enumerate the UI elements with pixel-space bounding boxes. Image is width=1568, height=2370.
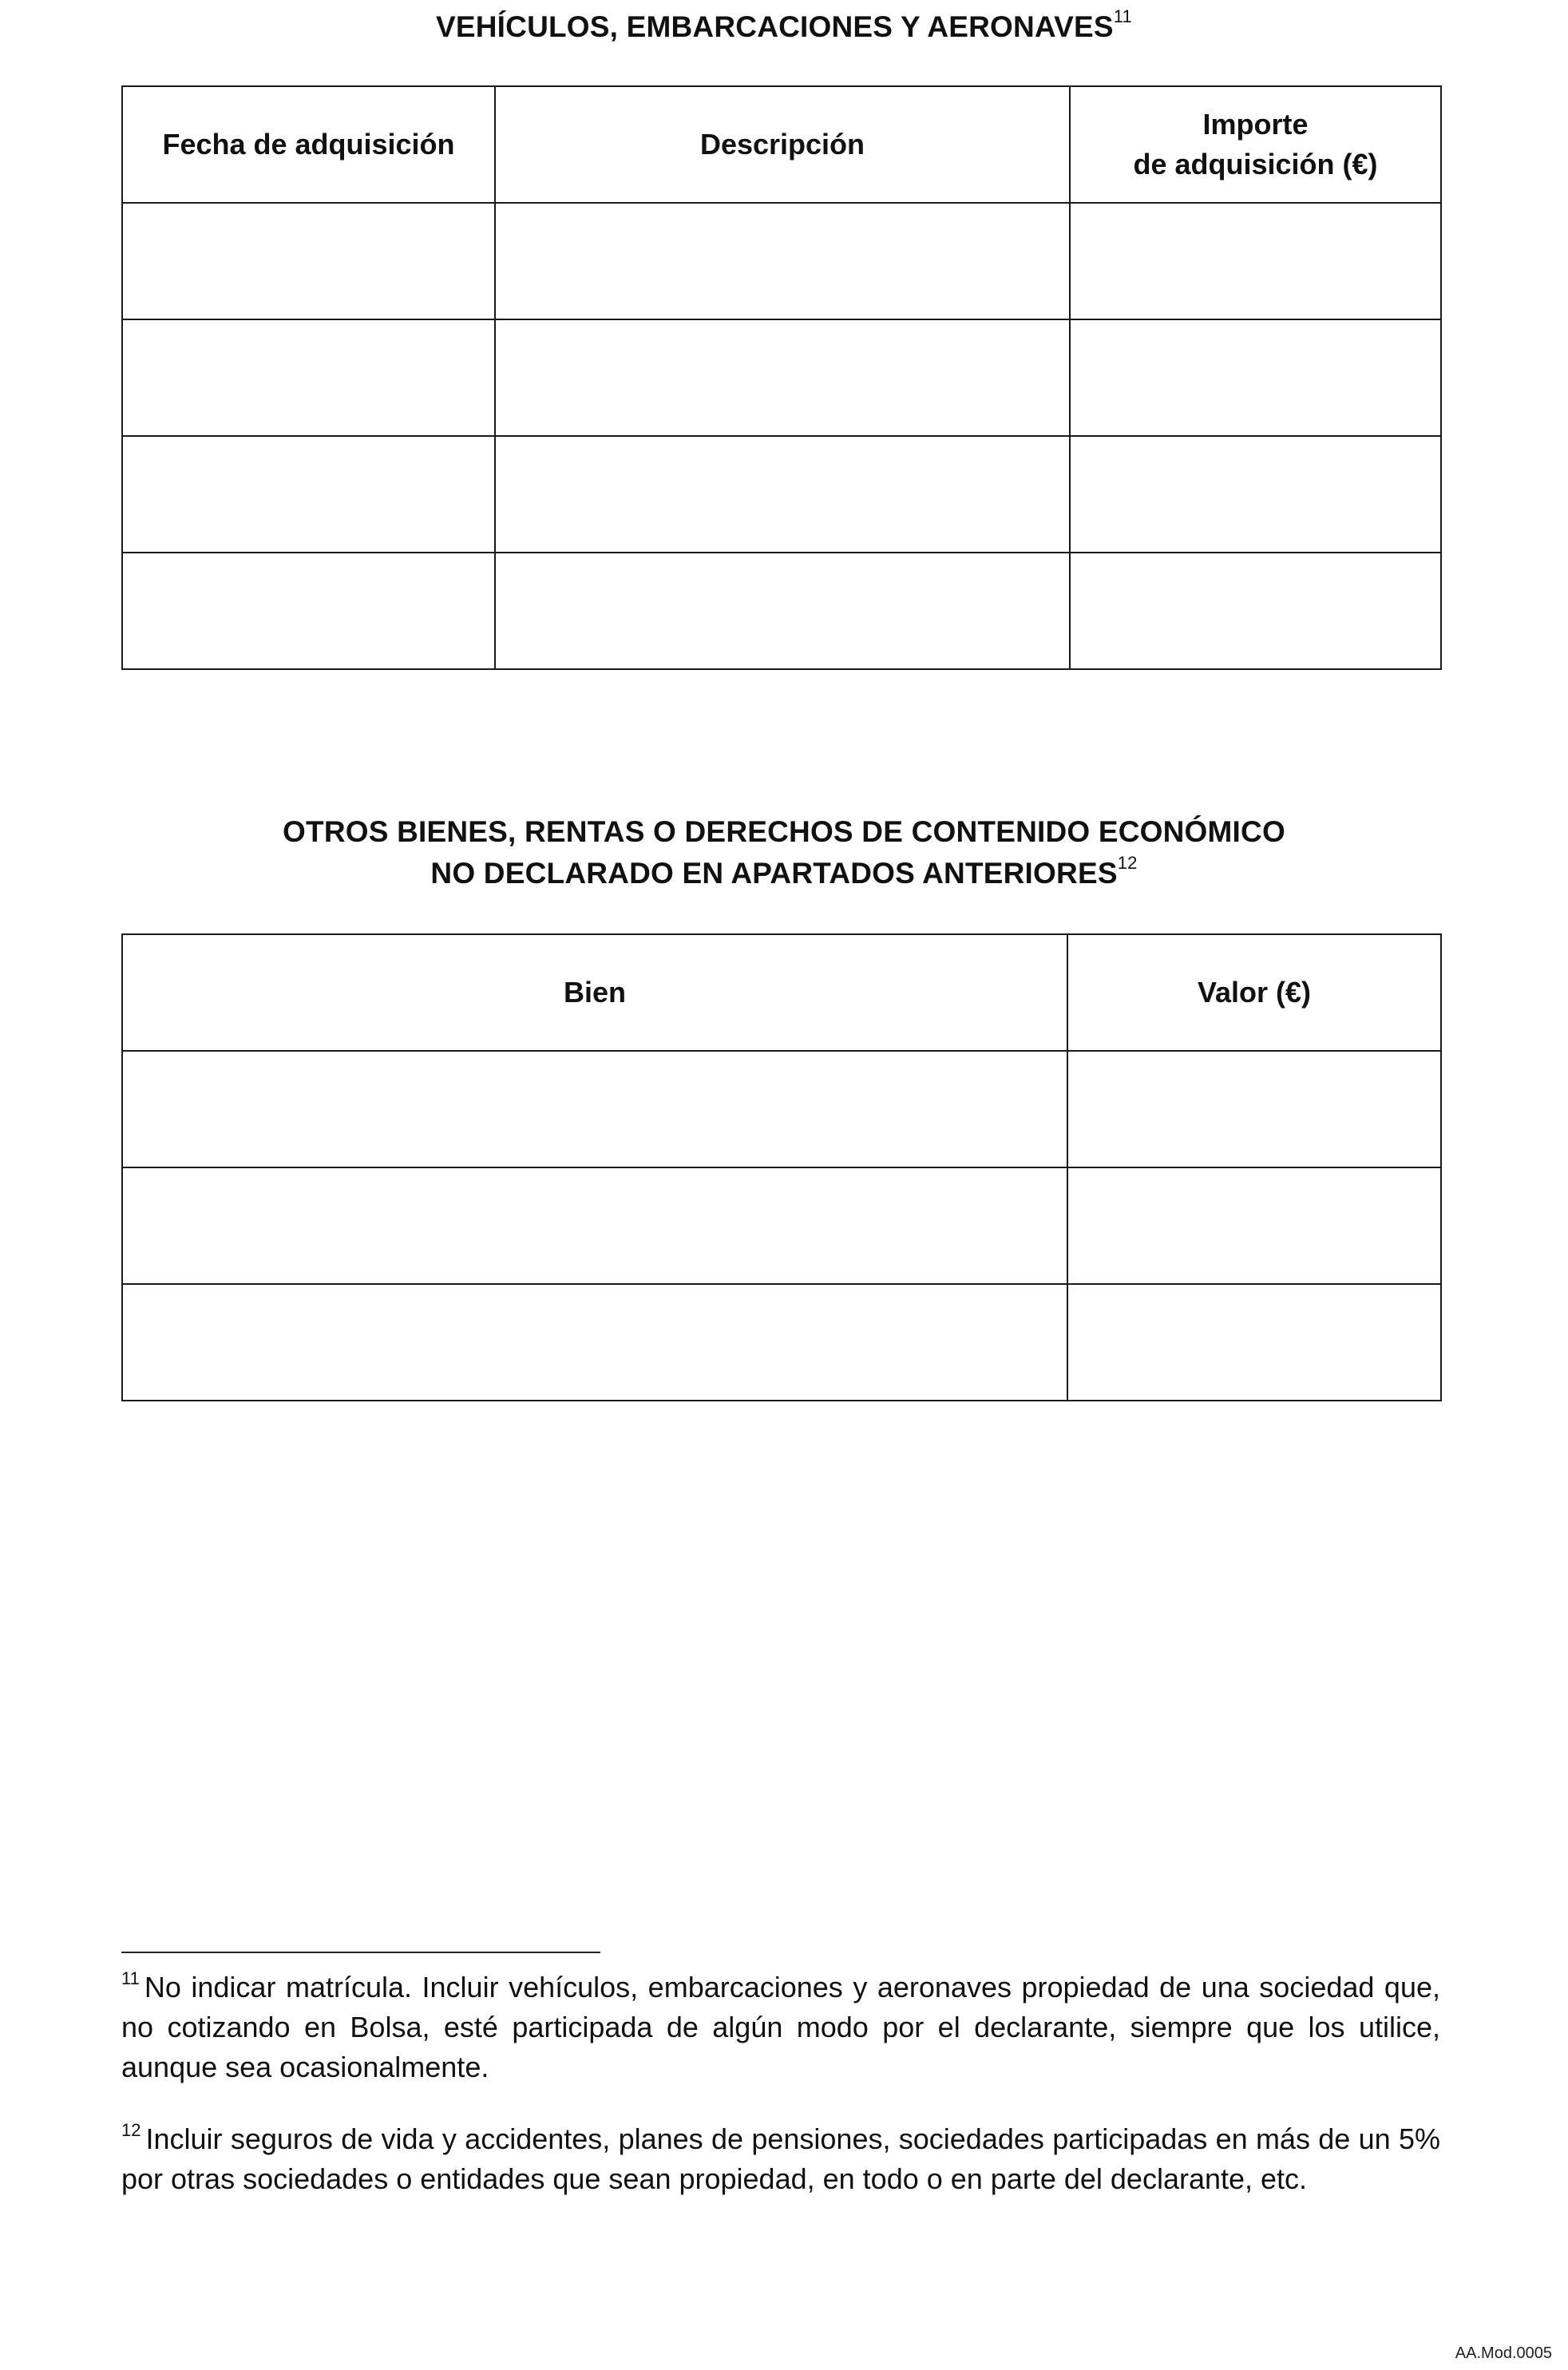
table-row (122, 553, 1441, 669)
footnote-ref-12: 12 (1117, 853, 1138, 873)
cell-acquisition-date[interactable] (122, 553, 495, 669)
section-title-other-assets-line2-text: NO DECLARADO EN APARTADOS ANTERIORES (430, 857, 1118, 890)
footnote-number: 12 (121, 2120, 141, 2140)
other-assets-table (121, 933, 1442, 1401)
cell-acquisition-date[interactable] (122, 436, 495, 553)
cell-acquisition-date[interactable] (122, 203, 495, 319)
footnote-text: Incluir seguros de vida y accidentes, planes de pensiones, sociedades participadas en más de un 5% por otras sociedades o entidades que sean propiedad, en todo o en parte del declarante, etc. (121, 2122, 1440, 2195)
footnote-ref-11: 11 (1113, 6, 1132, 26)
table-row (122, 203, 1441, 319)
table-row (122, 436, 1441, 553)
cell-acquisition-amount[interactable] (1070, 203, 1441, 319)
footnote-separator (121, 1952, 600, 1953)
column-header-amount-line2: de adquisición (€) (1133, 148, 1378, 180)
column-header-asset: Bien (122, 934, 1067, 1051)
footnote-12 (121, 2119, 1440, 2199)
column-header-acquisition-date: Fecha de adquisición (122, 86, 495, 203)
table-row (122, 1051, 1441, 1167)
table-row (122, 1167, 1441, 1284)
section-title-other-assets-line1: OTROS BIENES, RENTAS O DERECHOS DE CONTENIDO ECONÓMICO (283, 815, 1285, 848)
section-title-other-assets (0, 811, 1568, 894)
cell-description[interactable] (495, 319, 1070, 436)
cell-value[interactable] (1067, 1284, 1441, 1401)
column-header-amount-line1: Importe (1202, 108, 1309, 141)
vehicles-table (121, 85, 1442, 670)
column-header-value: Valor (€) (1067, 934, 1441, 1051)
table-row (122, 319, 1441, 436)
section-title-vehicles-text: VEHÍCULOS, EMBARCACIONES Y AERONAVES (436, 10, 1114, 43)
table-header-row (122, 86, 1441, 203)
cell-acquisition-amount[interactable] (1070, 553, 1441, 669)
table-header-row (122, 934, 1441, 1051)
column-header-acquisition-amount (1070, 86, 1441, 203)
cell-acquisition-amount[interactable] (1070, 436, 1441, 553)
cell-description[interactable] (495, 553, 1070, 669)
cell-value[interactable] (1067, 1051, 1441, 1167)
cell-value[interactable] (1067, 1167, 1441, 1284)
cell-acquisition-amount[interactable] (1070, 319, 1441, 436)
footnote-11 (121, 1968, 1440, 2087)
footnote-text: No indicar matrícula. Incluir vehículos, embarcaciones y aeronaves propiedad de una sociedad que, no cotizando en Bolsa, esté participada de algún modo por el declarante, siempre que los utilice, aunque sea ocasionalmente. (121, 1971, 1440, 2083)
cell-description[interactable] (495, 436, 1070, 553)
footnote-number: 11 (121, 1968, 140, 1988)
document-code: AA.Mod.0005 (1455, 2344, 1552, 2362)
column-header-description: Descripción (495, 86, 1070, 203)
cell-acquisition-date[interactable] (122, 319, 495, 436)
table-row (122, 1284, 1441, 1401)
section-title-vehicles (0, 6, 1568, 48)
cell-asset[interactable] (122, 1051, 1067, 1167)
cell-description[interactable] (495, 203, 1070, 319)
cell-asset[interactable] (122, 1284, 1067, 1401)
cell-asset[interactable] (122, 1167, 1067, 1284)
section-title-other-assets-line2 (0, 853, 1568, 894)
